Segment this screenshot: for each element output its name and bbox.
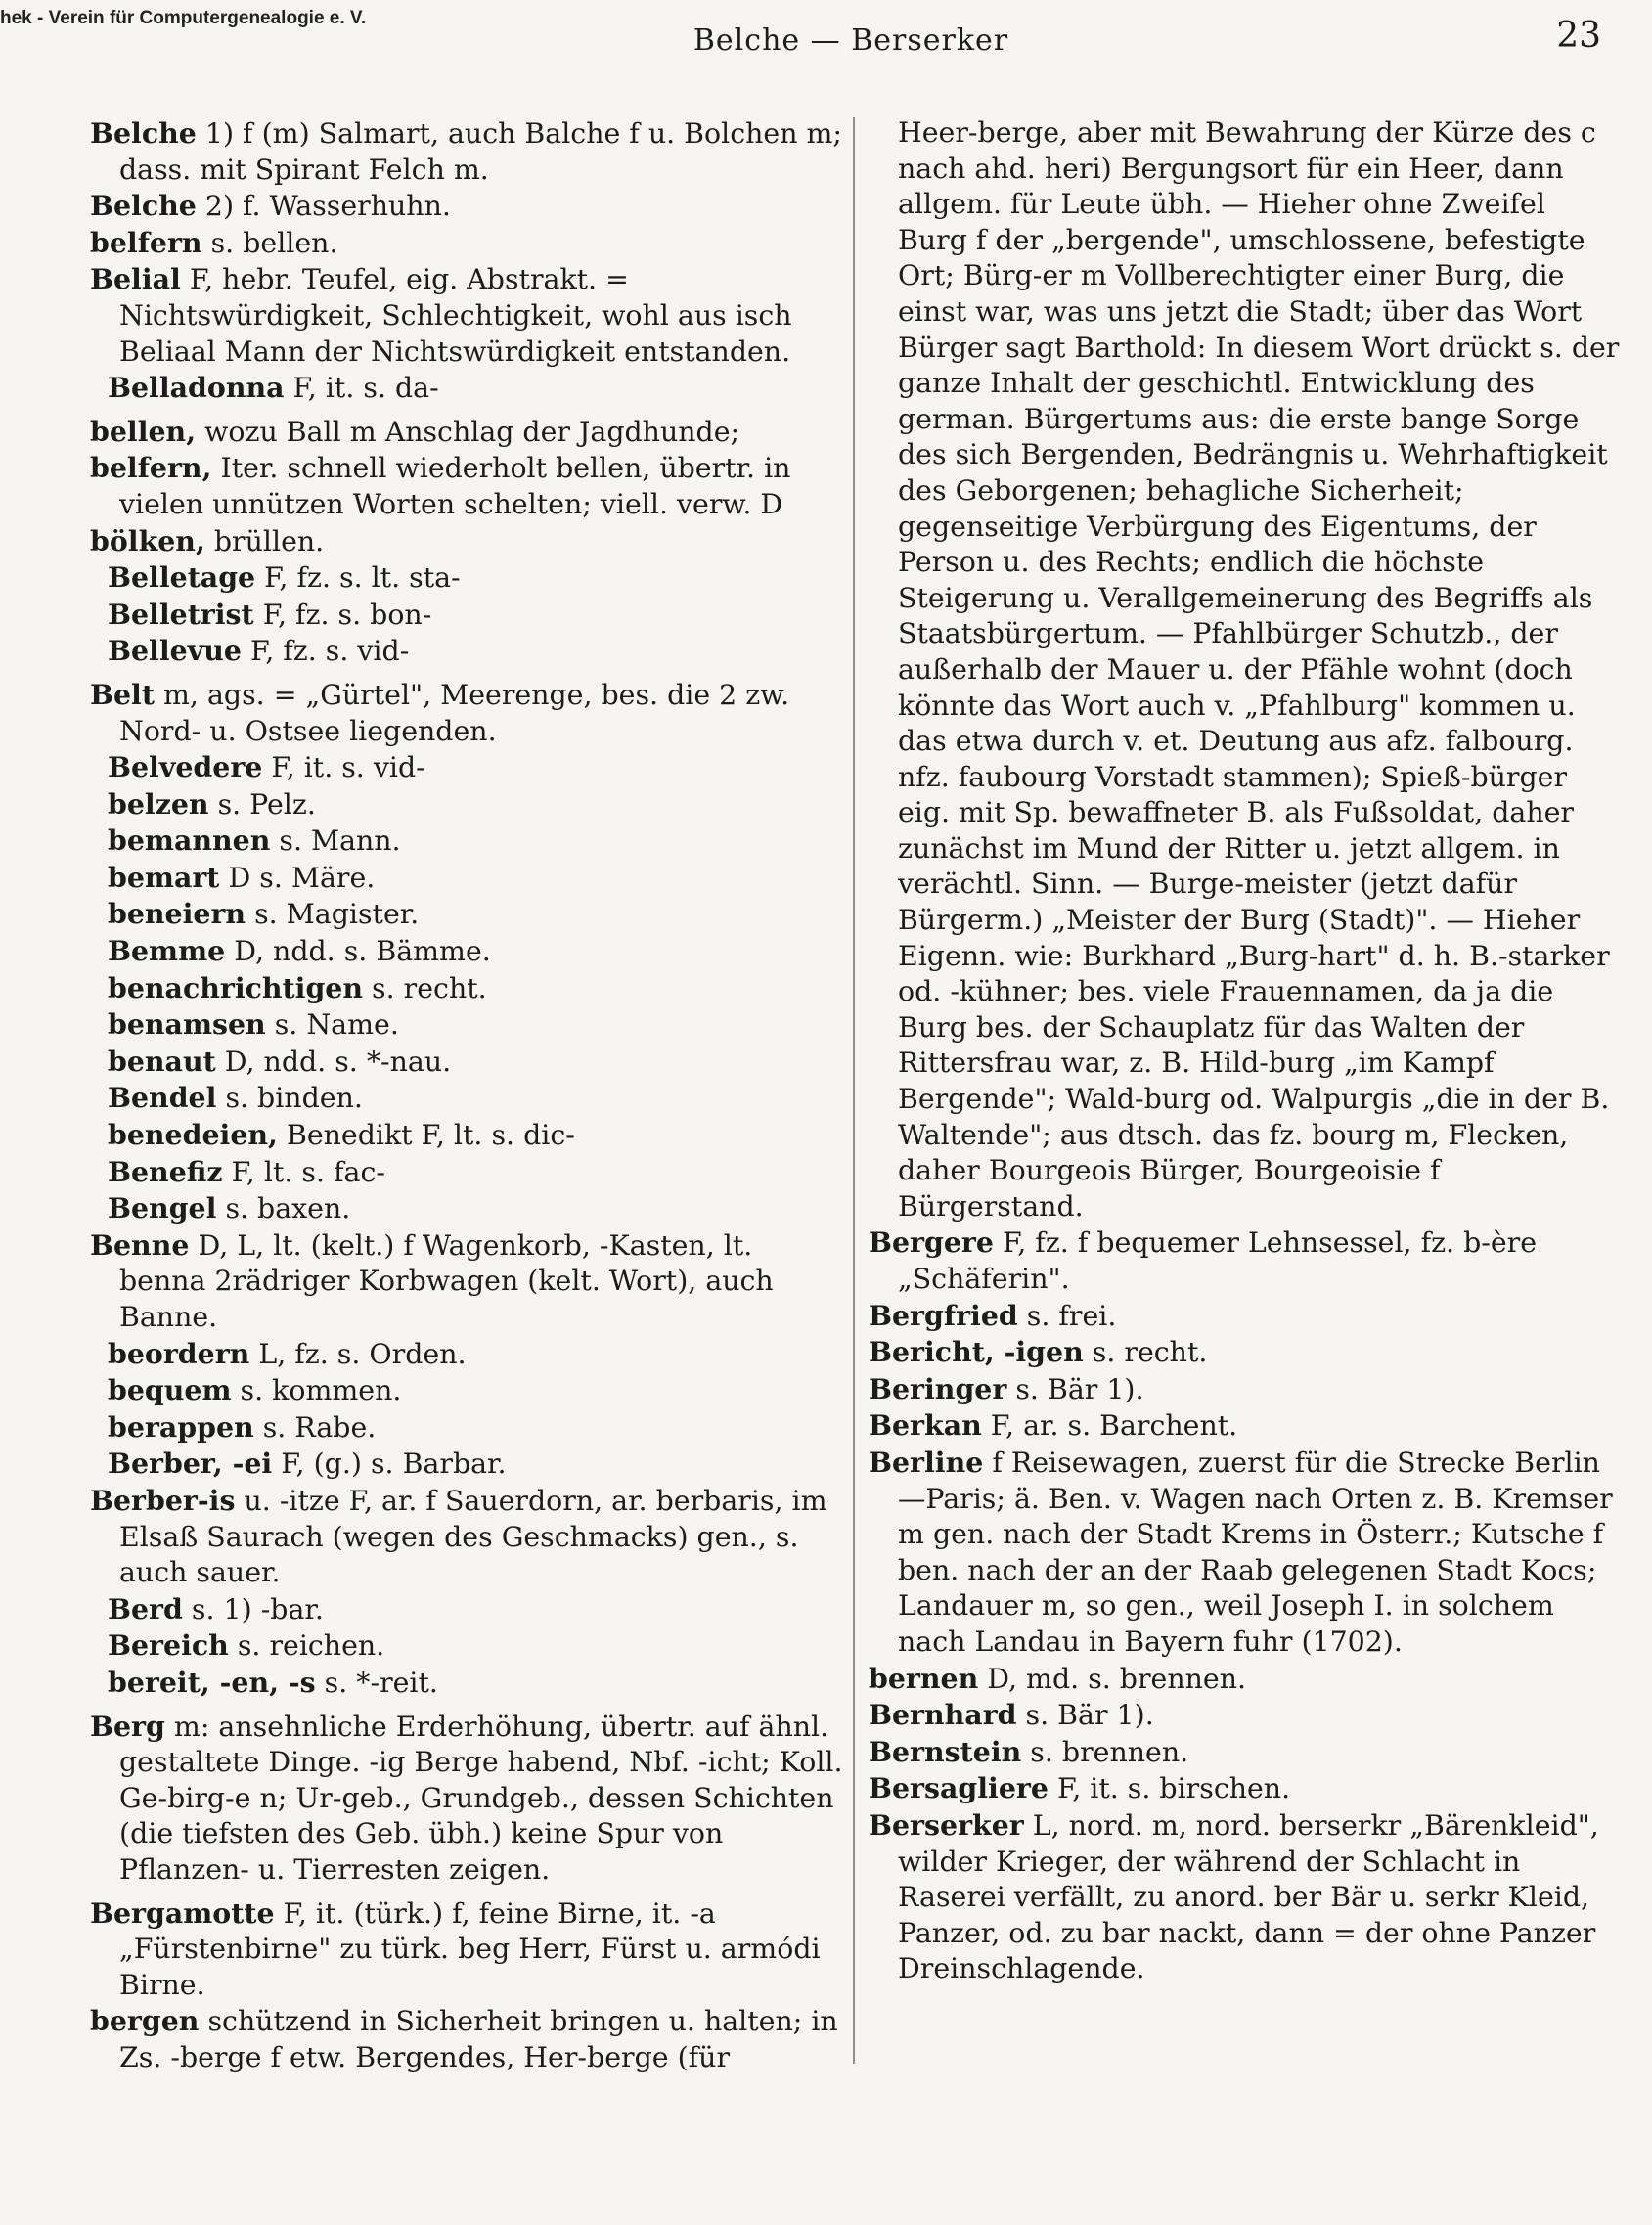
entry-headword: Bendel [108,1081,217,1115]
dictionary-entry [90,633,845,670]
dictionary-entry [869,1298,1620,1335]
entry-definition: D, ndd. s. *-nau. [224,1045,452,1078]
dictionary-entry [869,1697,1620,1734]
dictionary-entry [90,1709,845,1889]
entry-definition: s. 1) -bar. [191,1592,324,1625]
entry-definition: wozu Ball m Anschlag der Jagdhunde; [204,415,740,448]
dictionary-entry [90,261,845,370]
running-head: Belche — Berserker [692,23,1009,58]
entry-definition: s. Magister. [254,898,420,931]
dictionary-entry [90,823,845,860]
entry-definition: F, hebr. Teufel, eig. Abstrakt. = Nichtswürdigkeit, Schlechtigkeit, wohl aus isch Beliaal Mann der Nichtswürdigkeit entstanden. [119,263,792,368]
entry-definition: F, it. s. birschen. [1056,1772,1291,1805]
dictionary-entry [90,115,845,188]
dictionary-entry [90,1227,845,1336]
entry-headword: Belt [90,677,155,711]
dictionary-entry [90,1627,845,1665]
dictionary-entry [90,786,845,823]
entry-headword: benedeien, [108,1118,278,1152]
dictionary-entry [90,677,845,749]
entry-headword: belzen [108,786,209,821]
entry-definition: D, L, lt. (kelt.) f Wagenkorb, -Kasten, lt. benna 2rädriger Korbwagen (kelt. Wort), auch Banne. [119,1228,774,1333]
dictionary-entry [90,1154,845,1191]
dictionary-entry [90,896,845,933]
dictionary-entry [90,1665,845,1702]
entry-definition: s. Bär 1). [1015,1372,1144,1405]
entry-headword: Berg [90,1709,165,1743]
left-column [90,115,845,2075]
entry-definition: 1) f (m) Salmart, auch Balche f u. Bolchen m; dass. mit Spirant Felch m. [119,117,842,186]
entry-definition: L, fz. s. Orden. [258,1337,467,1370]
dictionary-entry [869,1334,1620,1371]
entry-headword: bemart [108,860,220,894]
column-divider [853,117,855,2064]
entry-headword: beneiern [108,897,246,931]
entry-headword: Bengel [108,1191,217,1225]
dictionary-entry [869,1661,1620,1698]
entry-definition: s. Mann. [279,824,401,858]
dictionary-entry [869,115,1620,1224]
entry-definition: Benedikt F, lt. s. dic- [286,1119,575,1152]
entry-headword: bellen, [90,414,197,448]
entry-definition: Iter. schnell wiederholt bellen, übertr. in vielen unnützen Worten schelten; viell. verw. D [119,452,791,520]
dictionary-entry [869,1807,1620,1987]
entry-headword: bergen [90,2004,200,2038]
entry-headword: bequem [108,1373,232,1407]
entry-definition: D s. Märe. [228,861,376,894]
dictionary-entry [90,1336,845,1373]
dictionary-entry [90,1483,845,1591]
entry-headword: Bernstein [869,1734,1022,1768]
entry-headword: belfern, [90,451,212,485]
entry-headword: Belletage [108,560,256,595]
entry-headword: Belvedere [108,750,263,784]
dictionary-entry [90,414,845,451]
entry-definition: F, it. s. vid- [271,751,425,784]
dictionary-entry [90,1117,845,1154]
entry-definition: s. Rabe. [262,1410,377,1444]
dictionary-entry [90,188,845,225]
entry-headword: Benne [90,1227,190,1262]
entry-definition: F, fz. s. lt. sta- [264,561,461,595]
entry-definition: F, fz. s. vid- [249,635,410,668]
entry-definition: s. bellen. [210,226,338,259]
entry-headword: Bergamotte [90,1895,275,1930]
dictionary-entry [90,1409,845,1446]
dictionary-entry [90,1006,845,1044]
entry-headword: Bernhard [869,1698,1017,1732]
entry-definition: m, ags. = „Gürtel", Meerenge, bes. die 2 zw. Nord- u. Ostsee liegenden. [119,678,790,747]
dictionary-entry [90,2003,845,2075]
dictionary-entry [90,860,845,897]
entry-headword: Berd [108,1591,183,1625]
library-watermark: hek - Verein für Computergenealogie e. V. [0,8,367,28]
entry-definition: s. reichen. [237,1629,385,1663]
dictionary-entry [869,1371,1620,1408]
entry-definition: s. Pelz. [217,787,316,821]
entry-headword: berappen [108,1409,254,1444]
entry-headword: Berkan [869,1408,982,1443]
entry-definition: D, ndd. s. Bämme. [234,935,491,968]
entry-headword: Belche [90,116,197,150]
entry-definition: s. recht. [372,971,487,1004]
entry-headword: Belladonna [108,371,285,405]
entry-definition: D, md. s. brennen. [987,1662,1247,1695]
dictionary-entry [869,1407,1620,1445]
entry-definition: L, nord. m, nord. berserkr „Bärenkleid", wilder Krieger, der während der Schlacht in Raserei verfällt, zu anord. ber Bär u. serkr Kleid, Panzer, od. zu bar nackt, dann = der ohne Panzer Dreinschlagende. [898,1808,1599,1985]
entry-headword: beordern [108,1336,250,1370]
dictionary-entry [90,970,845,1007]
entry-headword: Bersagliere [869,1771,1049,1805]
entry-definition: F, it. s. da- [292,372,439,405]
entry-headword: Belche [90,189,197,223]
entry-definition: F, (g.) s. Barbar. [281,1447,507,1481]
entry-definition: s. kommen. [240,1374,402,1407]
entry-definition: F, fz. f bequemer Lehnsessel, fz. b-ère „Schäferin". [898,1226,1538,1295]
entry-headword: bereit, -en, -s [108,1665,316,1699]
dictionary-entry [90,559,845,597]
dictionary-entry [90,1591,845,1628]
dictionary-entry [90,1446,845,1483]
entry-headword: Benefiz [108,1154,223,1188]
dictionary-entry [90,1080,845,1117]
entry-headword: bernen [869,1661,979,1695]
entry-definition: schützend in Sicherheit bringen u. halten; in Zs. -berge f etw. Bergendes, Her-berge (für [119,2005,838,2073]
entry-definition: u. -itze F, ar. f Sauerdorn, ar. berbaris, im Elsaß Saurach (wegen des Geschmacks) gen., s. auch sauer. [119,1484,827,1589]
entry-definition: s. baxen. [225,1192,351,1225]
entry-headword: bemannen [108,823,271,858]
entry-headword: bölken, [90,523,205,557]
entry-definition: F, ar. s. Barchent. [990,1409,1238,1443]
entry-headword: Berber-is [90,1483,236,1517]
right-column [869,115,1620,1987]
entry-headword: Berber, -ei [108,1446,273,1481]
entry-headword: Berserker [869,1807,1024,1842]
entry-definition: 2) f. Wasserhuhn. [204,190,451,223]
entry-headword: Belial [90,262,181,296]
entry-headword: belfern [90,225,202,259]
entry-definition: brüllen. [213,524,325,557]
dictionary-entry [90,225,845,262]
dictionary-entry [90,370,845,407]
dictionary-entry [90,597,845,634]
entry-headword: Bergfried [869,1298,1018,1332]
entry-headword: Belletrist [108,597,254,631]
dictionary-entry [90,1895,845,2004]
entry-headword: Bereich [108,1628,229,1663]
entry-headword: Beringer [869,1371,1007,1405]
entry-definition: s. Bär 1). [1025,1699,1154,1732]
entry-definition: s. binden. [225,1082,363,1115]
entry-headword: Bellevue [108,634,242,668]
entry-definition: s. brennen. [1030,1735,1189,1768]
entry-definition: Heer-berge, aber mit Bewahrung der Kürze des c nach ahd. heri) Bergungsort für ein Heer, dann allgem. für Leute übh. — Hieher ohne Zweifel Burg f der „bergende", umschlossene, befestigte Ort; Bürg-er m Vollberechtigter einer Burg, die einst war, was uns jetzt die Stadt; über das Wort Bürger sagt Barthold: In diesem Wort drückt s. der ganze Inhalt der geschichtl. Entwicklung des german. Bürgertums aus: die erste bange Sorge des sich Bergenden, Bedrängnis u. Wehrhaftigkeit des Geborgenen; behagliche Sicherheit; gegenseitige Verbürgung des Eigentums, der Person u. des Rechts; endlich die höchste Steigerung u. Verallgemeinerung des Begriffs als Staatsbürgertum. — Pfahlbürger Schutzb., der außerhalb der Mauer u. der Pfähle wohnt (doch könnte das Wort auch v. „Pfahlburg" kommen u. das etwa durch v. et. Deutung aus afz. falbourg. nfz. faubourg Vorstadt stammen); Spieß-bürger eig. mit Sp. bewaffneter B. als Fußsoldat, daher zunächst im Mund der Ritter u. jetzt allgem. in verächtl. Sinn. — Burge-meister (jetzt dafür Bürgerm.) „Meister der Burg (Stadt)". — Hieher Eigenn. wie: Burkhard „Burg-hart" d. h. B.-starker od. -kühner; bes. viele Frauennamen, da ja die Burg bes. der Schauplatz für das Walten der Rittersfrau war, z. B. Hild-burg „im Kampf Bergende"; Wald-burg od. Walpurgis „die in der B. Waltende"; aus dtsch. das fz. bourg m, Flecken, daher Bourgeois Bürger, Bourgeoisie f Bürgerstand. [898,116,1620,1223]
entry-definition: F, fz. s. bon- [262,598,432,631]
entry-headword: Bericht, -igen [869,1335,1084,1369]
dictionary-entry [90,523,845,560]
entry-headword: benamsen [108,1007,266,1042]
dictionary-entry [90,749,845,786]
dictionary-entry [90,450,845,522]
dictionary-entry [90,933,845,970]
entry-definition: s. recht. [1092,1336,1208,1369]
entry-definition: s. Name. [274,1008,399,1042]
entry-headword: benaut [108,1044,216,1078]
dictionary-entry [90,1372,845,1409]
dictionary-entry [869,1734,1620,1771]
entry-headword: Berline [869,1445,984,1479]
dictionary-entry [90,1190,845,1227]
dictionary-entry [869,1224,1620,1297]
entry-definition: s. frei. [1026,1299,1117,1332]
entry-definition: s. *-reit. [324,1666,438,1699]
entry-definition: F, it. (türk.) f, feine Birne, it. -a „Fürstenbirne" zu türk. beg Herr, Fürst u. armódi Birne. [119,1896,821,2001]
entry-headword: Bemme [108,934,226,968]
entry-headword: benachrichtigen [108,970,364,1004]
entry-headword: Bergere [869,1225,994,1260]
entry-definition: m: ansehnliche Erderhöhung, übertr. auf ähnl. gestaltete Dinge. -ig Berge habend, Nbf. -icht; Koll. Ge-birg-e n; Ur-geb., Grundgeb., dessen Schichten (die tiefsten des Geb. übh.) keine Spur von Pflanzen- u. Tierresten zeigen. [119,1710,843,1886]
dictionary-entry [869,1770,1620,1807]
entry-definition: F, lt. s. fac- [231,1155,385,1188]
dictionary-entry [869,1445,1620,1661]
entry-definition: f Reisewagen, zuerst für die Strecke Berlin—Paris; ä. Ben. v. Wagen nach Orten z. B. Kremser m gen. nach der Stadt Krems in Österr.; Kutsche f ben. nach der an der Raab gelegenen Stadt Kocs; Landauer m, so gen., weil Joseph I. in solchem nach Landau in Bayern fuhr (1702). [898,1446,1613,1658]
dictionary-entry [90,1044,845,1081]
page-number: 23 [1556,16,1601,56]
